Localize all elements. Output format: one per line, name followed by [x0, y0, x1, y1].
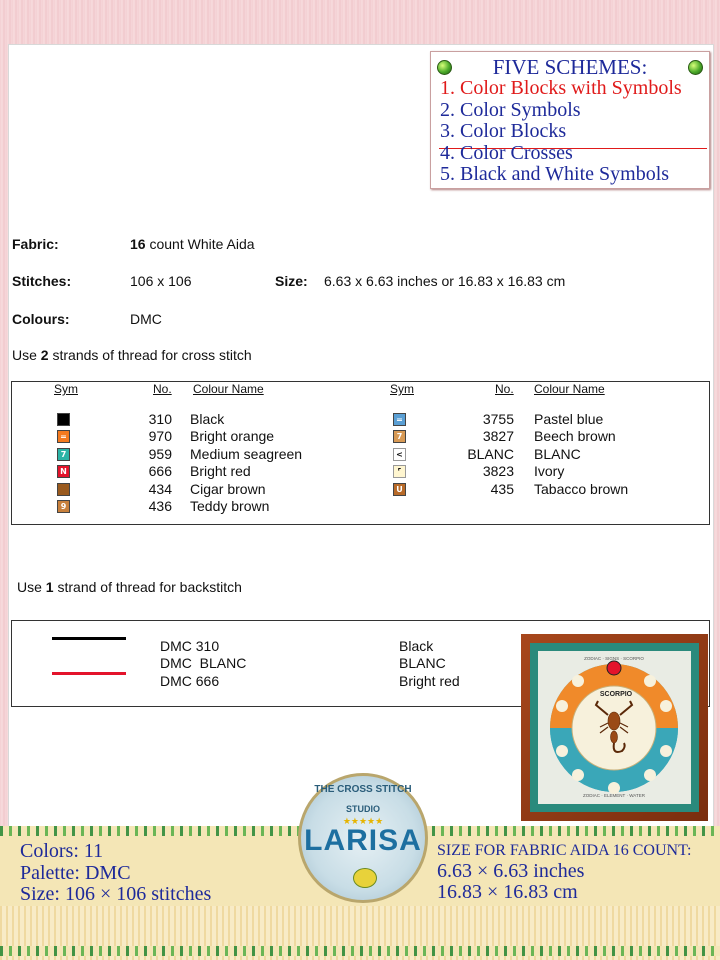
vine-border-bottom — [0, 946, 720, 956]
colour-swatch: ⌜ — [393, 465, 406, 478]
backstitch-line-sample — [52, 637, 126, 640]
larisa-studio-logo — [298, 773, 428, 903]
backstitch-colour-name: Bright red — [399, 672, 460, 689]
backstitch-line-sample — [52, 672, 126, 675]
fish-icon — [353, 868, 377, 888]
fabric-label: Fabric: — [12, 236, 59, 252]
header-name: Colour Name — [193, 382, 264, 396]
backstitch-code: DMC 310 — [160, 638, 220, 654]
backstitch-code: DMC 666 — [160, 672, 220, 689]
header-sym: Sym — [390, 382, 414, 396]
colour-swatch: U — [393, 483, 406, 496]
backstitch-code: DMC BLANC — [160, 655, 247, 672]
scheme-item-4[interactable]: 4. Color Crosses — [440, 142, 573, 164]
strands-post: strands of thread for cross stitch — [52, 347, 252, 363]
cross-stitch-strands-note — [12, 347, 252, 363]
fabric-type: count White Aida — [149, 236, 255, 252]
footer-size: Size: 106 × 106 stitches — [20, 883, 212, 905]
size-value: 6.63 x 6.63 inches or 16.83 x 16.83 cm — [324, 273, 566, 289]
backstitch-colour-name: BLANC — [399, 655, 446, 672]
floss-number: 436 — [148, 498, 172, 514]
floss-number: 666 — [148, 463, 172, 480]
colour-name: Ivory — [534, 463, 565, 480]
backstitch-colour-name: Black — [399, 638, 434, 654]
bs-num: 1 — [45, 579, 54, 595]
colour-swatch: = — [393, 413, 406, 426]
colour-swatch: 7 — [57, 448, 70, 461]
scheme-item-2[interactable]: 2. Color Symbols — [440, 99, 581, 121]
colour-name: Teddy brown — [190, 498, 270, 514]
colour-name: Pastel blue — [534, 411, 604, 427]
colour-name: Tabacco brown — [534, 480, 629, 497]
logo-stars: ★★★★★ — [342, 816, 384, 826]
preview-top-caption: ZODIAC · SIGNS · SCORPIO — [584, 656, 644, 661]
floss-number: 3823 — [482, 463, 514, 480]
footer-colors: Colors: 11 — [20, 840, 104, 862]
colour-name: Black — [190, 411, 225, 427]
colour-swatch: N — [57, 465, 70, 478]
colour-swatch: 9 — [57, 500, 70, 513]
colour-name: Bright red — [190, 463, 251, 480]
fabric-value — [130, 236, 255, 252]
colour-swatch: = — [57, 430, 70, 443]
schemes-box — [430, 51, 710, 189]
backstitch-strands-note — [17, 579, 242, 595]
floss-number: 959 — [148, 445, 172, 462]
schemes-title: FIVE SCHEMES: — [492, 55, 648, 79]
fabric-count: 16 — [130, 236, 146, 252]
strands-pre: Use — [12, 347, 37, 363]
header-name: Colour Name — [534, 382, 605, 396]
colour-name: BLANC — [534, 445, 581, 462]
footer-inches: 6.63 × 6.63 inches — [437, 860, 585, 882]
size-label: Size: — [275, 273, 308, 289]
logo-arc-text: THE CROSS STITCH — [314, 784, 412, 795]
scheme-item-1[interactable]: 1. Color Blocks with Symbols — [440, 77, 682, 99]
header-no: No. — [495, 382, 514, 396]
header-sym: Sym — [54, 382, 78, 396]
colour-name: Cigar brown — [190, 480, 266, 497]
colour-legend-table — [11, 381, 710, 525]
floss-number: 970 — [148, 428, 172, 445]
bs-post: strand of thread for backstitch — [57, 579, 242, 595]
footer-fabric-title: SIZE FOR FABRIC AIDA 16 COUNT: — [437, 842, 692, 859]
floss-number: 435 — [490, 480, 514, 497]
stitches-label: Stitches: — [12, 273, 72, 289]
footer-palette: Palette: DMC — [20, 862, 131, 884]
colour-name: Bright orange — [190, 428, 275, 445]
stitches-value: 106 x 106 — [130, 273, 192, 289]
footer-cm: 16.83 × 16.83 cm — [437, 881, 578, 903]
pattern-preview-image[interactable] — [521, 634, 708, 821]
scheme-item-3[interactable]: 3. Color Blocks — [440, 120, 567, 142]
logo-studio-text: STUDIO — [345, 804, 380, 814]
preview-canvas — [538, 651, 691, 804]
header-no: No. — [153, 382, 172, 396]
colour-name: Beech brown — [534, 428, 616, 445]
floss-number: 3827 — [482, 428, 514, 445]
preview-bottom-caption: ZODIAC · ELEMENT · WATER — [583, 793, 645, 798]
floss-number: 3755 — [482, 411, 514, 427]
scheme-item-5[interactable]: 5. Black and White Symbols — [440, 163, 670, 185]
bs-pre: Use — [17, 579, 42, 595]
logo-name: LARISA — [304, 824, 422, 857]
colours-label: Colours: — [12, 311, 70, 327]
colours-value: DMC — [130, 311, 162, 327]
zodiac-wheel-graphic — [538, 651, 691, 804]
strands-num: 2 — [40, 347, 49, 363]
floss-number: BLANC — [467, 445, 514, 462]
preview-sign-label: SCORPIO — [599, 691, 633, 698]
colour-swatch — [57, 483, 70, 496]
colour-swatch: < — [393, 448, 406, 461]
colour-swatch: 7 — [393, 430, 406, 443]
colour-swatch — [57, 413, 70, 426]
floss-number: 434 — [148, 480, 172, 497]
floss-number: 310 — [148, 411, 172, 427]
colour-name: Medium seagreen — [190, 445, 303, 462]
